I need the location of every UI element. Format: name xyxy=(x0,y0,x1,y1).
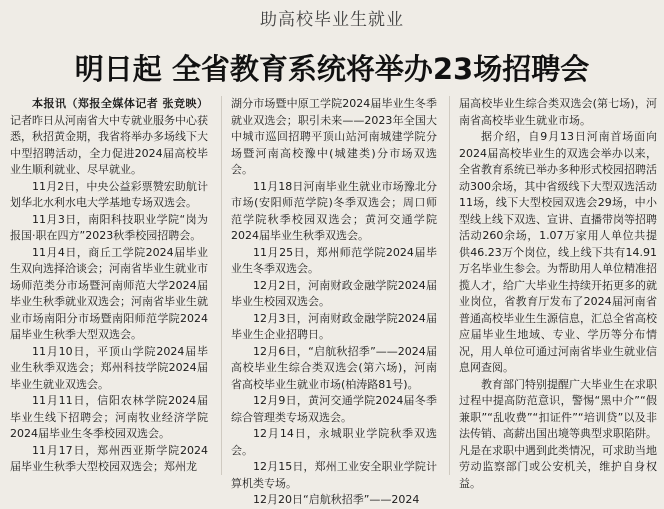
paragraph: 11月2日，中央公益彩票赞宏助航计划华北水利水电大学基地专场双选会。 xyxy=(10,179,208,209)
column-divider xyxy=(221,96,222,475)
paragraph: 12月2日，河南财政金融学院2024届毕业生校园双选会。 xyxy=(231,278,437,308)
paragraph: 12月20日“启航秋招季”——2024 xyxy=(253,493,420,506)
paragraph: 11月17日，郑州西亚斯学院2024届毕业生秋季大型校园双选会；郑州龙 xyxy=(10,443,208,473)
paragraph: 届高校毕业生综合类双选会(第七场)，河南省高校毕业生就业市场。 xyxy=(459,97,657,127)
paragraph: 湖分市场暨中原工学院2024届毕业生冬季就业双选会；职引未来——2023年全国大中城市巡回招聘平顶山站河南城建学院分场暨河南高校豫中(城建类)分市场双选会。 xyxy=(231,97,437,176)
paragraph: 11月4日，商丘工学院2024届毕业生双向选择洽谈会；河南省毕业生就业市场师范类分市场暨河南师范大学2024届毕业生秋季就业双选会；河南省毕业生就业市场南阳分市场暨南阳师范学院2024届毕业生秋季大型双选会。 xyxy=(10,245,208,341)
paragraph: 本报讯（郑报全媒体记者 张竞映）记者昨日从河南省大中专就业服务中心获悉，秋招黄金期，我省将举办多场线下大中型招聘活动，全力促进2024届高校毕业生顺利就业、尽早就业。 xyxy=(10,97,208,176)
paragraph: 12月6日，“启航秋招季”——2024届高校毕业生综合类双选会(第六场)，河南省高校毕业生就业市场(柏涛路81号)。 xyxy=(231,344,437,391)
paragraph: 11月18日河南毕业生就业市场豫北分市场(安阳师范学院)冬季双选会；周口师范学院秋季校园双选会；黄河交通学院2024届毕业生秋季双选会。 xyxy=(231,179,437,242)
paragraph: 12月15日，郑州工业安全职业学院计算机类专场。 xyxy=(231,460,437,490)
paragraph: 12月9日，黄河交通学院2024届冬季综合管理类专场双选会。 xyxy=(231,394,437,424)
kicker: 助高校毕业生就业 xyxy=(260,10,404,30)
paragraph: 11月11日，信阳农林学院2024届毕业生线下招聘会；河南牧业经济学院2024届毕业生冬季校园双选会。 xyxy=(10,394,208,440)
paragraph: 12月3日，河南财政金融学院2024届毕业生企业招聘日。 xyxy=(231,311,437,341)
paragraph: 12月14日，永城职业学院秋季双选会。 xyxy=(231,427,437,457)
column-1 xyxy=(10,96,208,475)
paragraph: 11月25日，郑州师范学院2024届毕业生冬季双选会。 xyxy=(231,245,437,275)
paragraph: 据介绍，自9月13日河南首场面向2024届高校毕业生的双选会举办以来，全省教育系统已举办多种形式校园招聘活动300余场，其中省级线下大型双选活动11场，线下大型校园双选会29场，中小型线上线下双选、宣讲、直播带岗等招聘活动260余场，1.07万家用人单位共提供46.23万个岗位，线上线下共有14.91万名毕业生参会。为帮助用人单位精准招揽人才，给广大毕业生持续开拓更多的就业岗位，省教育厅发布了2024届河南省普通高校毕业生生源信息，汇总全省高校应届毕业生地域、专业、学历等分布情况，用人单位可通过河南省毕业生就业信息网查阅。 xyxy=(459,130,657,374)
column-divider xyxy=(449,96,450,475)
column-2 xyxy=(231,96,437,506)
paragraph: 教育部门特别提醒广大毕业生在求职过程中提高防范意识，警惕“黑中介”“假兼职”“乱收费”“扣证件”“培训贷”以及非法传销、高薪出国出境等典型求职陷阱。凡是在求职中遇到此类情况，可求助当地劳动监察部门或公安机关，维护自身权益。 xyxy=(459,377,657,490)
column-3 xyxy=(459,96,657,490)
paragraph: 11月10日，平顶山学院2024届毕业生秋季双选会；郑州科技学院2024届毕业生就业双选会。 xyxy=(10,344,208,391)
headline: 明日起 全省教育系统将举办23场招聘会 xyxy=(74,52,590,86)
paragraph: 11月3日，南阳科技职业学院“岗为报国·职在四方”2023秋季校园招聘会。 xyxy=(10,212,208,242)
byline: 本报讯（郑报全媒体记者 张竞映） xyxy=(32,97,208,110)
